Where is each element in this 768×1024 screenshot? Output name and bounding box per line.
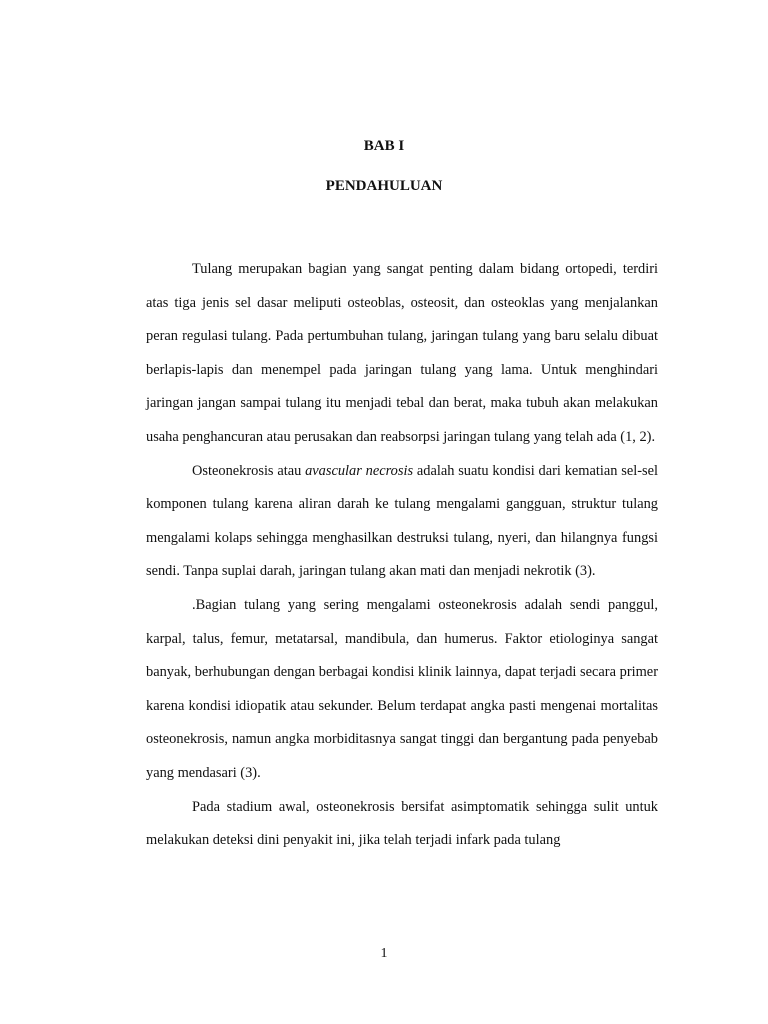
paragraph-1 xyxy=(146,253,658,455)
paragraph-text: Osteonekrosis atau xyxy=(192,462,306,479)
chapter-number: BAB I xyxy=(363,138,405,154)
paragraph-4 xyxy=(146,791,658,858)
paragraph-text: Tulang merupakan bagian yang sangat penting dalam bidang ortopedi, terdiri atas tiga jenis sel dasar meliputi osteoblas, osteosit, dan osteoklas yang menjalankan peran regulasi tulang. Pada pertumbuhan tulang, jaringan tulang yang baru selalu dibuat berlapis-lapis dan menempel pada jaringan tulang yang lama. Untuk menghindari jaringan jangan sampai tulang itu menjadi tebal dan berat, maka tubuh akan melakukan usaha penghancuran atau perusakan dan reabsorpsi jaringan tulang yang telah ada (1, 2). xyxy=(146,261,658,445)
paragraph-text: adalah suatu kondisi dari kematian sel-sel komponen tulang karena aliran darah ke tulang mengalami gangguan, struktur tulang mengalami kolaps sehingga menghasilkan destruksi tulang, nyeri, dan hilangnya fungsi sendi. Tanpa suplai darah, jaringan tulang akan mati dan menjadi nekrotik (3). xyxy=(146,462,658,580)
paragraph-3 xyxy=(146,589,658,791)
paragraph-2 xyxy=(146,455,658,589)
paragraph-text: Pada stadium awal, osteonekrosis bersifat asimptomatik sehingga sulit untuk melakukan deteksi dini penyakit ini, jika telah terjadi infark pada tulang xyxy=(146,798,658,849)
body-text xyxy=(146,253,658,858)
chapter-title: PENDAHULUAN xyxy=(325,178,443,194)
page-number: 1 xyxy=(380,946,388,961)
paragraph-text: .Bagian tulang yang sering mengalami osteonekrosis adalah sendi panggul, karpal, talus, femur, metatarsal, mandibula, dan humerus. Faktor etiologinya sangat banyak, berhubungan dengan berbagai kondisi klinik lainnya, dapat terjadi secara primer karena kondisi idiopatik atau sekunder. Belum terdapat angka pasti mengenai mortalitas osteonekrosis, namun angka morbiditasnya sangat tinggi dan bergantung pada penyebab yang mendasari (3). xyxy=(146,596,658,781)
italic-term: avascular necrosis xyxy=(305,462,414,479)
